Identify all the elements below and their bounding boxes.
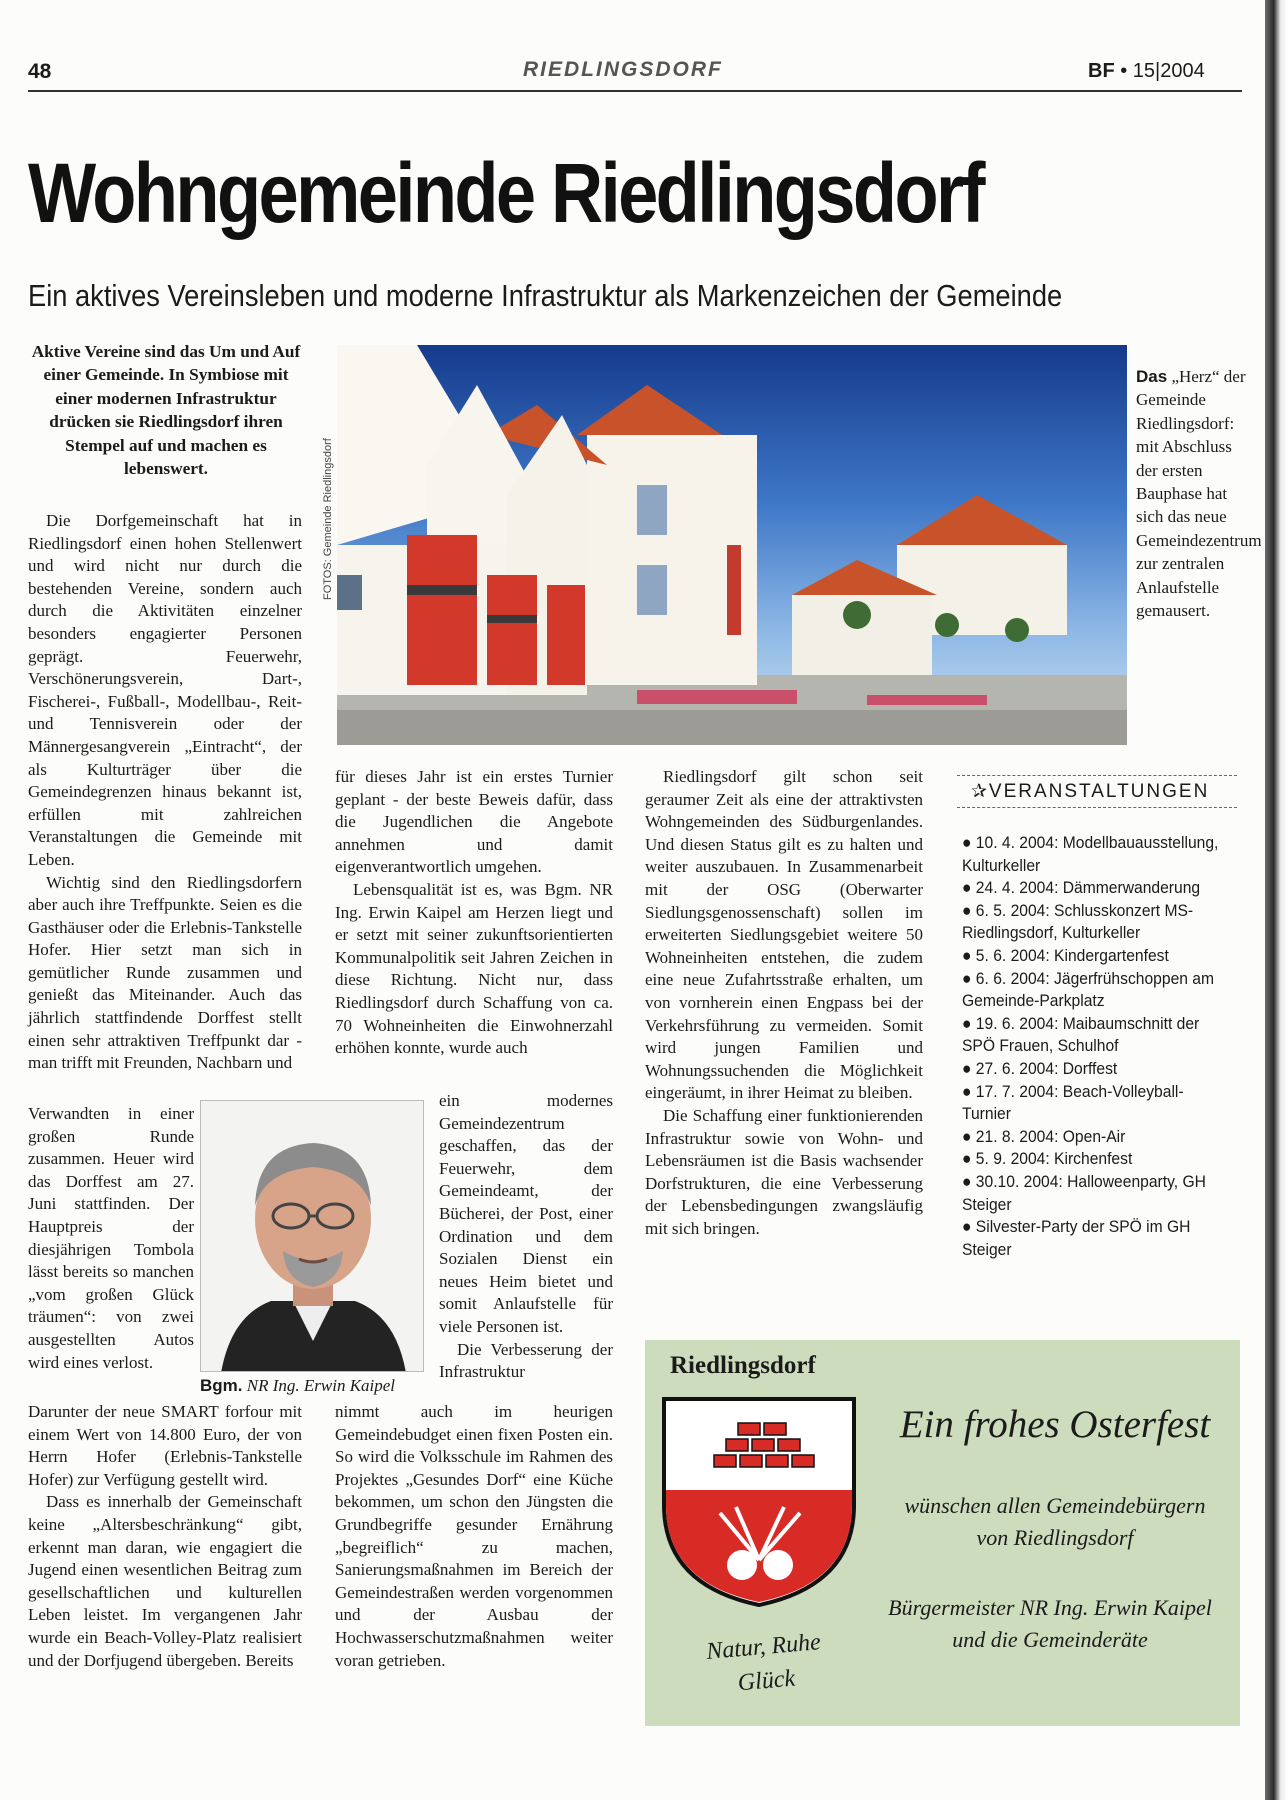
- wish-line: von Riedlingsdorf: [976, 1525, 1134, 1550]
- building-illustration: [337, 345, 1127, 745]
- paragraph: Dass es innerhalb der Gemeinschaft keine „Altersbeschränkung“ gibt, erkennt man daran, wie engagiert die Jugend einen wesentlichen Beitrag zum gesellschaftlichen und kulturellen Leben leistet. Im vergangenen Jahr wurde ein Beach-Volley-Platz realisiert und der Dorfjugend übergeben. Bereits: [28, 1492, 302, 1670]
- lead-paragraph: Aktive Vereine sind das Um und Auf einer Gemeinde. In Symbiose mit einer modernen Infrastruktur drücken sie Riedlingsdorf ihren Stempel auf und machen es lebenswert.: [31, 342, 301, 479]
- event-item: ● 6. 5. 2004: Schlusskonzert MS-Riedlingsdorf, Kulturkeller: [962, 900, 1194, 943]
- column-3: [645, 766, 923, 1240]
- photo-credit: FOTOS: Gemeinde Riedlingsdorf: [322, 438, 334, 600]
- portrait-caption: [200, 1376, 440, 1396]
- coat-of-arms-shield: [660, 1395, 858, 1609]
- header-rule: [28, 90, 1242, 92]
- headline: Wohngemeinde Riedlingsdorf: [28, 146, 984, 240]
- coat-of-arms-icon: [660, 1395, 858, 1609]
- paragraph: Riedlingsdorf gilt schon seit geraumer Zeit als eine der attraktivsten Wohngemeinden des Südburgenlandes. Und diesen Status gilt es zu halten und weiter auszubauen. In Zusammenarbeit mit der OSG (Oberwarter Siedlungsgenossenschaft) sollen im erweiterten Siedlungsgebiet weitere 50 Wohneinheiten entstehen, die zudem eine neue Zufahrtsstraße erhalten, um von vornherein einen Engpass bei der Verkehrsführung zu vermeiden. Somit wird jungen Familien und Wohnungssuchenden die Möglichkeit eingeräumt, in ihrer Heimat zu bleiben.: [645, 767, 923, 1103]
- issue-info: [1088, 60, 1205, 83]
- motto-line: Glück: [736, 1665, 797, 1697]
- paragraph: Darunter der neue SMART forfour mit einem Wert von 14.800 Euro, der von Herrn Hofer (Erlebnis-Tankstelle Hofer) zur Verfügung gestellt wird.: [28, 1402, 302, 1489]
- photo-caption: [1136, 365, 1262, 622]
- portrait-illustration: [201, 1101, 424, 1372]
- paragraph: Die Dorfgemeinschaft hat in Riedlingsdorf einen hohen Stellenwert und wird nicht nur durch die bestehenden Vereine, sondern auch durch die Aktivitäten einzelner besonders engagierter Personen geprägt. Feuerwehr, Verschönerungsverein, Dart-, Fischerei-, Fußball-, Modellbau-, Reit- und Tennisverein oder der Männergesangverein „Eintracht“, der als Kulturträger über die Gemeindegrenzen hinaus bekannt ist, erfüllen mit zahlreichen Veranstaltungen die Gemeinde mit Leben.: [28, 511, 302, 869]
- event-item: ● 21. 8. 2004: Open-Air: [962, 1126, 1126, 1146]
- paragraph: Die Verbesserung der Infrastruktur: [439, 1339, 613, 1382]
- paragraph: Die Schaffung einer funktionierenden Infrastruktur sowie von Wohn- und Lebensräumen ist die Basis wachsender Dorfstrukturen, die eine Verbesserung der Lebensbedingungen zwangsläufig mit sich bringen.: [645, 1105, 923, 1238]
- event-item: ● 27. 6. 2004: Dorffest: [962, 1058, 1118, 1078]
- ad-town-name: Riedlingsdorf: [670, 1352, 816, 1379]
- caption-bold: Das: [1136, 367, 1168, 386]
- event-item: ● 30.10. 2004: Halloweenparty, GH Steiger: [962, 1171, 1206, 1214]
- column-1-wrap: Verwandten in einer großen Runde zusammen. Heuer wird das Dorffest am 27. Juni stattfinden. Der Hauptpreis der diesjährigen Tombola lässt bereits so manchen „vom großen Glück träumen“: von zwei ausgestellten Autos wird eines verlost.: [28, 1104, 194, 1372]
- column-1-bottom: [28, 1401, 302, 1672]
- paragraph: Wichtig sind den Riedlingsdorfern aber auch ihre Treffpunkte. Seien es die Gasthäuser oder die Erlebnis-Tankstelle Hofer. Hier setzt man sich in gemütlicher Runde zusammen und genießt das Miteinander. Auch das jährlich stattfindende Dorffest stellt einen sehr attraktiven Treffpunkt dar - man trifft mit Freunden, Nachbarn und: [28, 872, 302, 1073]
- section-title: RIEDLINGSDORF: [523, 58, 723, 81]
- paragraph: Lebensqualität ist es, was Bgm. NR Ing. Erwin Kaipel am Herzen liegt und er setzt mit seiner zukunftsorientierten Kommunalpolitik seit Jahren Zeichen in diese Richtung. Nicht nur, dass Riedlingsdorf durch Schaffung von ca. 70 Wohneinheiten die Einwohnerzahl erhöhen konnte, wurde auch: [335, 879, 613, 1058]
- caption-bold: Bgm.: [200, 1376, 243, 1395]
- town-hall-photo: [337, 345, 1127, 745]
- column-2-wrap: [439, 1090, 613, 1384]
- event-item: ● 5. 6. 2004: Kindergartenfest: [962, 945, 1169, 965]
- event-item: ● 24. 4. 2004: Dämmerwanderung: [962, 878, 1201, 898]
- issue-number: • 15|2004: [1114, 60, 1205, 82]
- caption-text: „Herz“ der Gemeinde Riedlingsdorf: mit Abschluss der ersten Bauphase hat sich das neue Gemeindezentrum zur zentralen Anlaufstelle gemausert.: [1136, 367, 1262, 621]
- column-2-top: [335, 766, 613, 1060]
- event-item: ● 5. 9. 2004: Kirchenfest: [962, 1149, 1133, 1169]
- ad-wish: [870, 1490, 1240, 1554]
- page-edge-shadow: [1265, 0, 1287, 1800]
- wish-line: wünschen allen Gemeindebürgern: [904, 1493, 1206, 1518]
- event-item: ● 17. 7. 2004: Beach-Volleyball-Turnier: [962, 1081, 1184, 1124]
- ad-signature: [850, 1592, 1250, 1656]
- column-2-bottom: nimmt auch im heurigen Gemeindebudget einen fixen Posten ein. So wird die Volksschule im Rahmen des Projektes „Gesundes Dorf“ eine Küche bekommen, um schon den Jüngsten die Grundbegriffe gesunder Ernährung „begreiflich“ zu machen, Sanierungsmaßnahmen im Bereich der Gemeindestraßen werden vorgenommen und der Ausbau der Hochwasserschutzmaßnahmen weiter voran getrieben.: [335, 1402, 613, 1670]
- events-list: [962, 832, 1229, 1261]
- sign-line: Bürgermeister NR Ing. Erwin Kaipel: [888, 1595, 1212, 1620]
- column-1-top: [28, 510, 302, 1075]
- paragraph: ein modernes Gemeindezentrum geschaffen, das der Feuerwehr, dem Gemeindeamt, der Bücherei, der Post, einer Ordination und dem Sozialen Dienst ein neues Heim bietet und somit Anlaufstelle für viele Personen ist.: [439, 1091, 613, 1336]
- page-number: 48: [28, 60, 52, 83]
- subheadline: Ein aktives Vereinsleben und moderne Infrastruktur als Markenzeichen der Gemeinde: [28, 278, 1063, 313]
- motto-line: Natur, Ruhe: [705, 1629, 822, 1666]
- mayor-portrait-photo: [200, 1100, 424, 1372]
- events-title: ✰VERANSTALTUNGEN: [957, 775, 1237, 808]
- caption-text: NR Ing. Erwin Kaipel: [242, 1376, 396, 1395]
- paragraph: für dieses Jahr ist ein erstes Turnier geplant - der beste Beweis dafür, dass die Jugendlichen die Angebote annehmen und damit eigenverantwortlich umgehen.: [335, 767, 613, 877]
- sign-line: und die Gemeinderäte: [952, 1627, 1148, 1652]
- event-item: ● 10. 4. 2004: Modellbauausstellung, Kulturkeller: [962, 833, 1219, 875]
- ad-headline: Ein frohes Osterfest: [899, 1403, 1211, 1446]
- event-item: ● Silvester-Party der SPÖ im GH Steiger: [962, 1217, 1191, 1259]
- event-item: ● 6. 6. 2004: Jägerfrühschoppen am Gemeinde-Parkplatz: [962, 968, 1215, 1011]
- issue-publication: BF: [1088, 60, 1115, 82]
- event-item: ● 19. 6. 2004: Maibaumschnitt der SPÖ Frauen, Schulhof: [962, 1013, 1200, 1056]
